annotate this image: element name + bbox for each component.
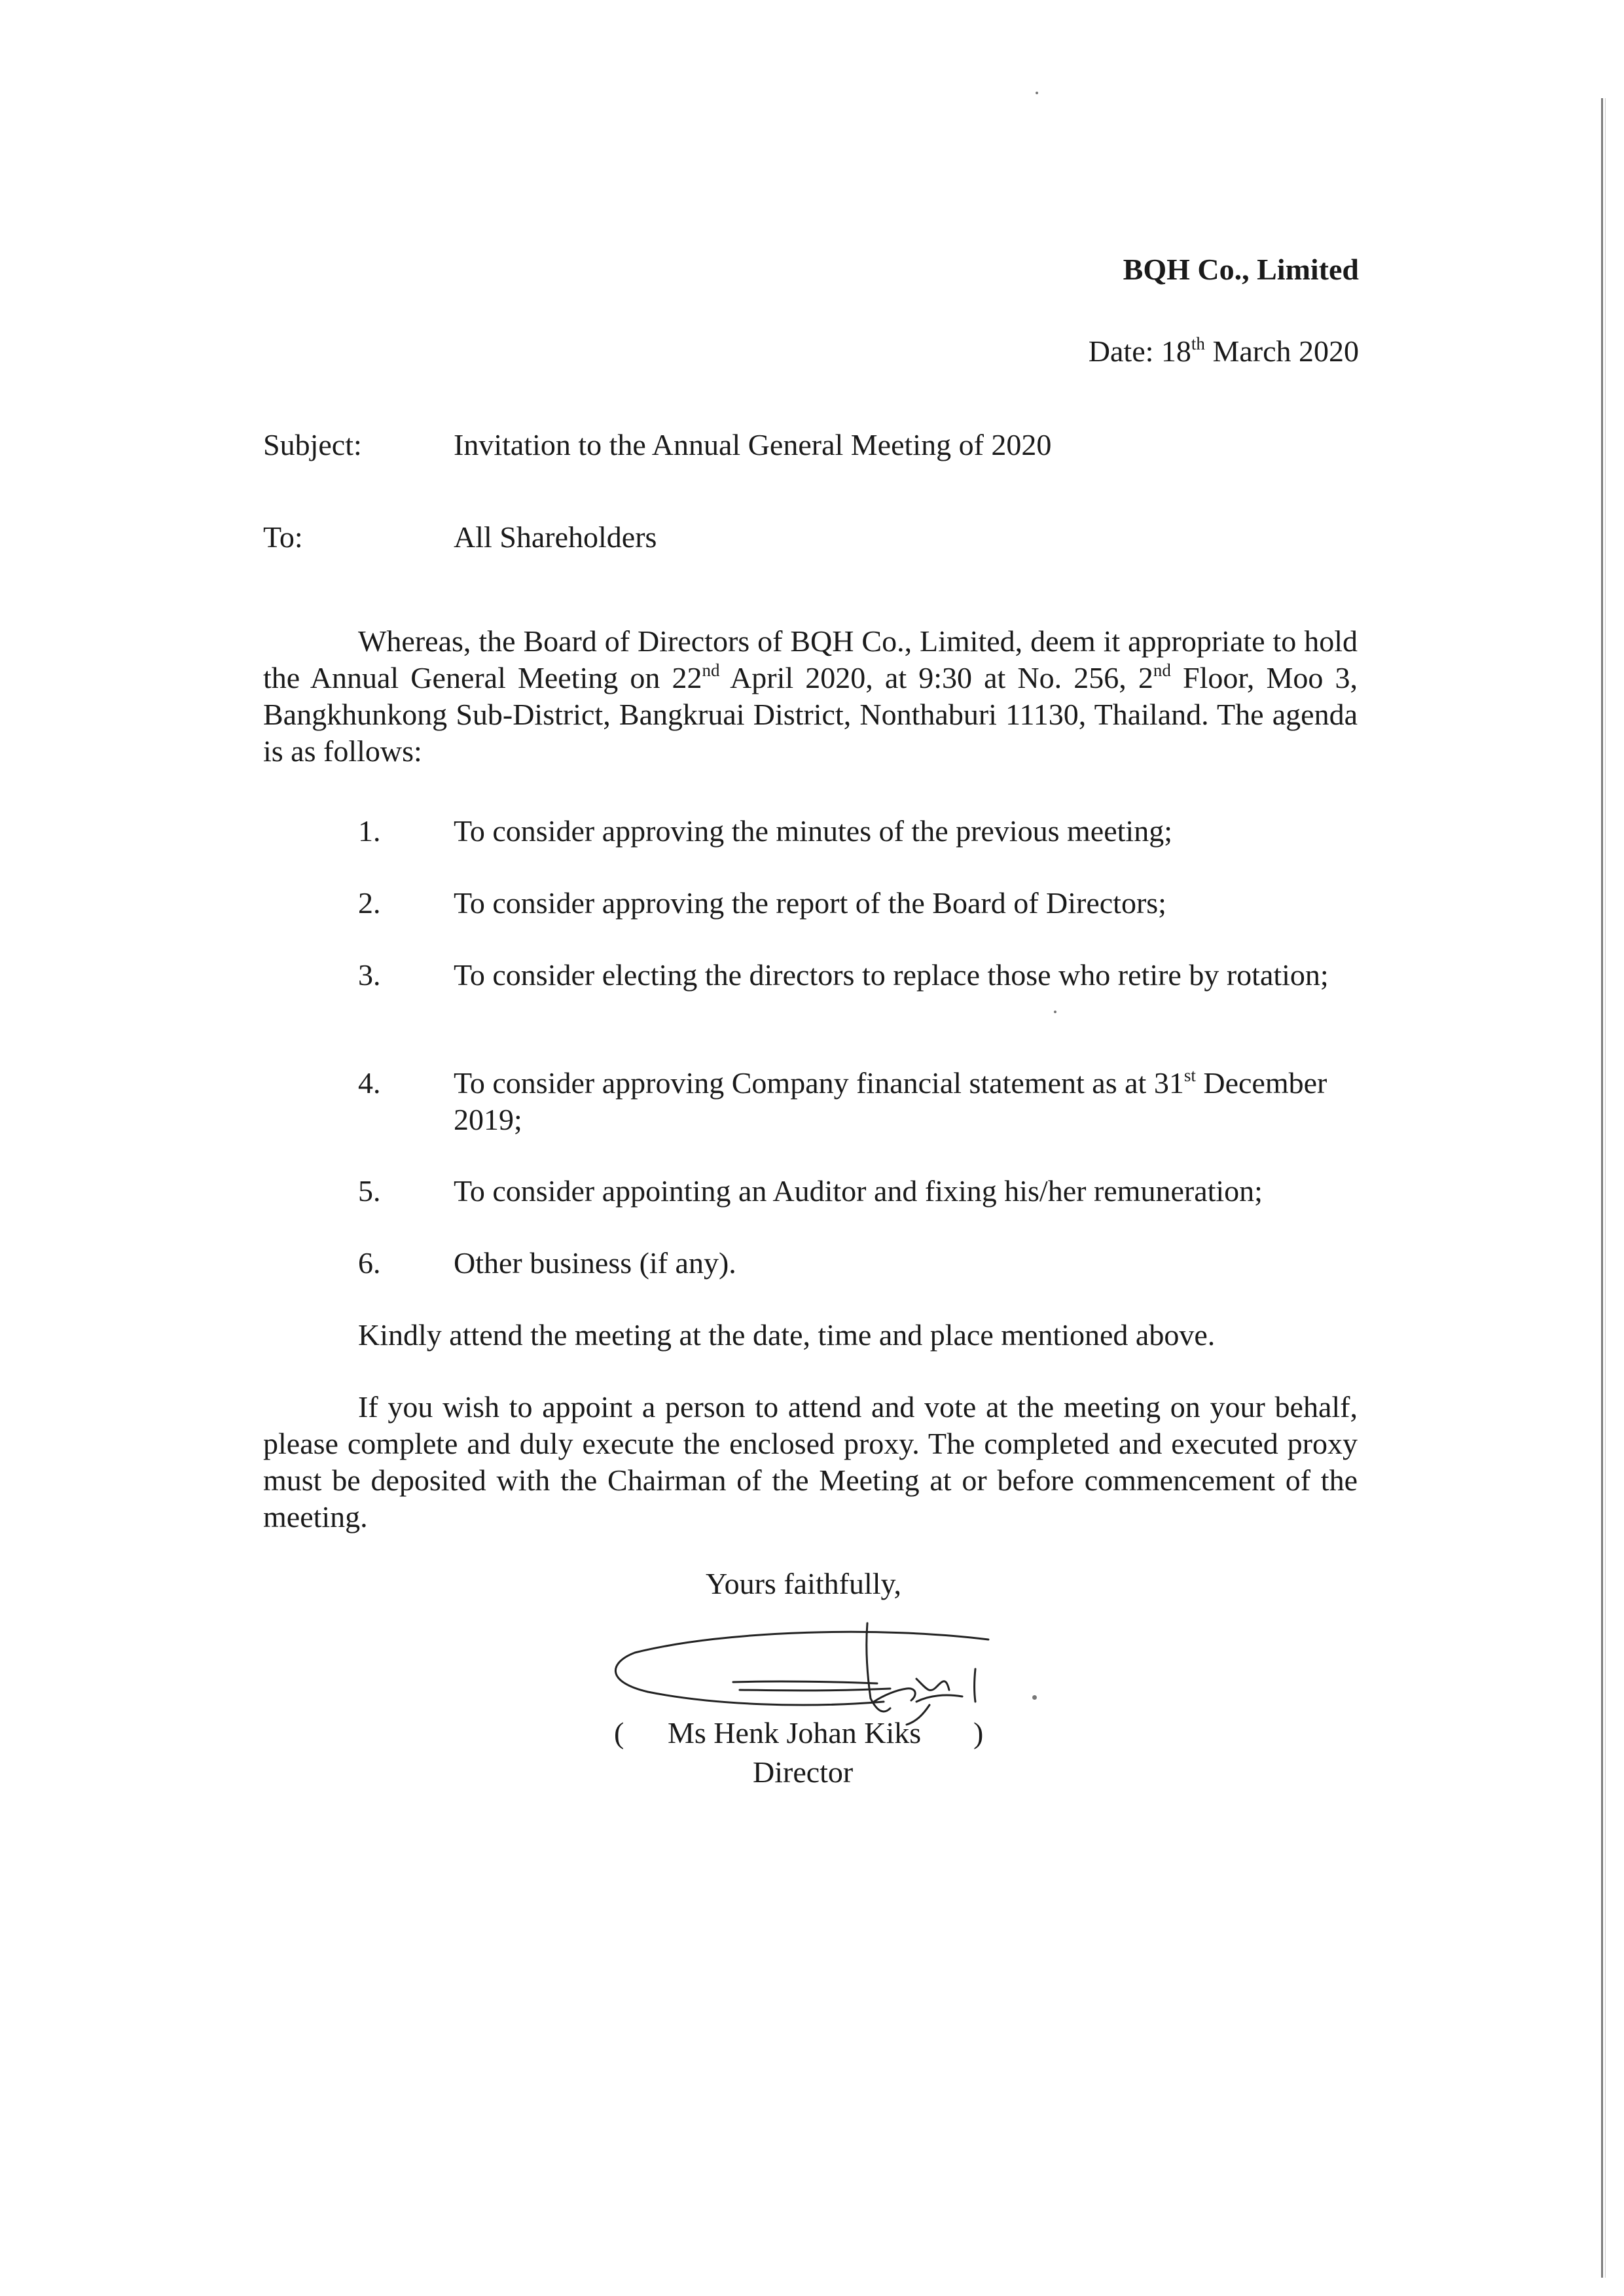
agenda-item: To consider electing the directors to replace those who retire by rotation; (454, 958, 1329, 992)
agenda-number: 6. (358, 1246, 381, 1280)
agenda-number: 5. (358, 1174, 381, 1208)
recipient-text: All Shareholders (454, 520, 657, 554)
agenda-number: 3. (358, 958, 381, 992)
agenda-number: 4. (358, 1066, 381, 1100)
agenda-number: 2. (358, 886, 381, 920)
agenda-item: To consider approving the minutes of the previous meeting; (454, 814, 1172, 848)
attend-request: Kindly attend the meeting at the date, time and place mentioned above. (358, 1318, 1216, 1352)
salutation: Yours faithfully, (706, 1567, 902, 1600)
scan-speck (1054, 1011, 1056, 1013)
company-name: BQH Co., Limited (1123, 253, 1359, 286)
intro-paragraph: Whereas, the Board of Directors of BQH Co., Limited, deem it appropriate to hold the Annual General Meeting on 22nd April 2020, at 9:30 at No. 256, 2nd Floor, Moo 3, Bangkhunkong Sub-District, Bangkruai District, Nonthaburi 11130, Thailand. The agenda is as follows: (263, 624, 1358, 768)
agenda-item: To consider approving the report of the Board of Directors; (454, 886, 1166, 920)
letter-date: Date: 18th March 2020 (1088, 334, 1359, 368)
scan-speck (1036, 92, 1038, 94)
agenda-item: Other business (if any). (454, 1246, 736, 1280)
subject-text: Invitation to the Annual General Meeting of 2020 (454, 428, 1052, 461)
signatory-name: Ms Henk Johan Kiks (668, 1716, 922, 1749)
proxy-paragraph: If you wish to appoint a person to attend and vote at the meeting on your behalf, please complete and duly execute the enclosed proxy. The completed and executed proxy must be deposited with the Chairman of the Meeting at or before commencement of the meeting. (263, 1390, 1358, 1534)
subject-label: Subject: (263, 428, 362, 461)
recipient-label: To: (263, 520, 303, 554)
scan-edge-line-faint (1605, 98, 1606, 2278)
agenda-item: To consider appointing an Auditor and fixing his/her remuneration; (454, 1174, 1263, 1208)
signatory-title: Director (753, 1755, 854, 1789)
open-paren: ( (614, 1716, 624, 1749)
agenda-number: 1. (358, 814, 381, 848)
close-paren: ) (973, 1716, 984, 1749)
agenda-item: To consider approving Company financial statement as at 31st December 2019; (454, 1066, 1327, 1136)
scan-edge-line (1601, 98, 1603, 2278)
